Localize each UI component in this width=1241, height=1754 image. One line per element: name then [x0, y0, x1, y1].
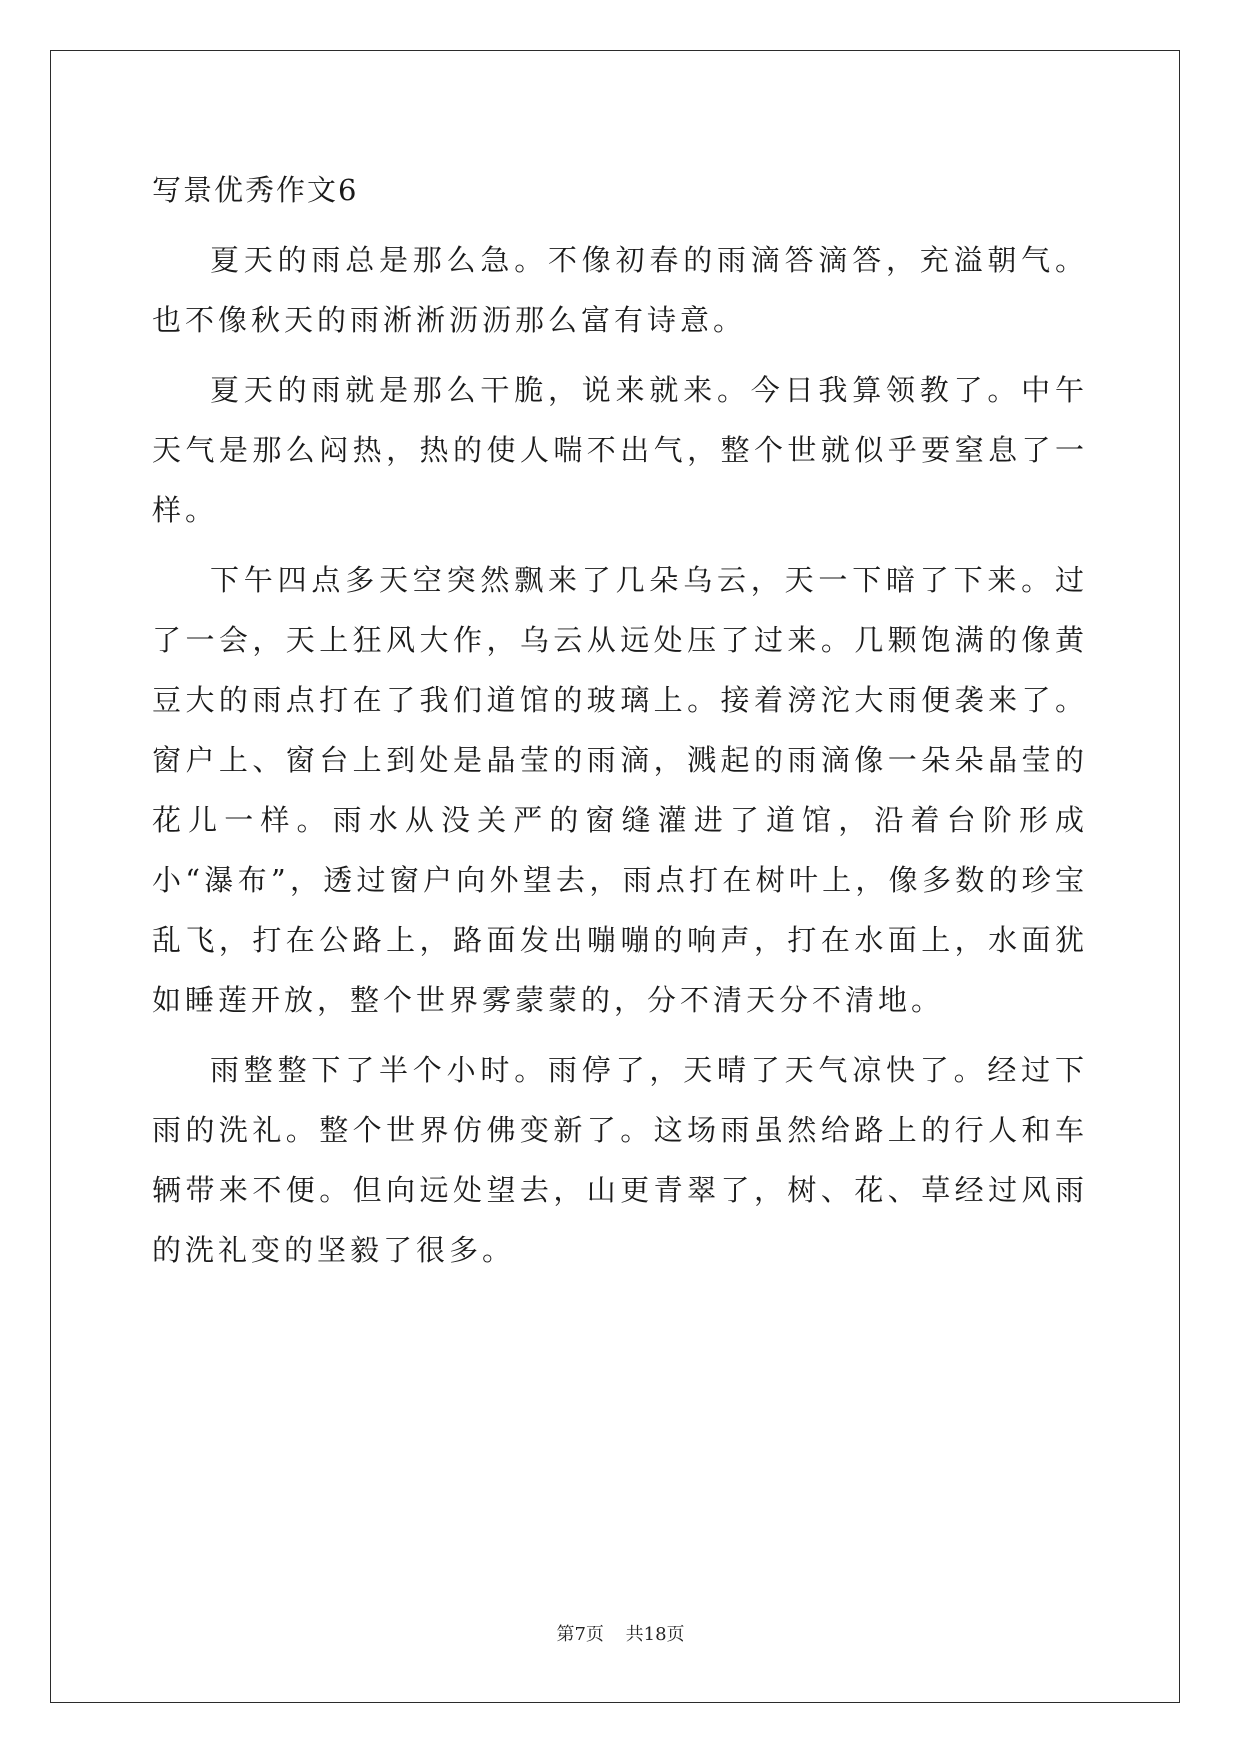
- document-body: [152, 160, 1088, 1290]
- page-total: 共18页: [625, 1624, 685, 1645]
- paragraph-4: 雨整整下了半个小时。雨停了，天晴了天气凉快了。经过下雨的洗礼。整个世界仿佛变新了。这场雨虽然给路上的行人和车辆带来不便。但向远处望去，山更青翠了，树、花、草经过风雨的洗礼变的坚毅了很多。: [152, 1053, 1088, 1267]
- document-title: 写景优秀作文6: [152, 173, 359, 207]
- paragraph-1: 夏天的雨总是那么急。不像初春的雨滴答滴答，充溢朝气。也不像秋天的雨淅淅沥沥那么富有诗意。: [152, 243, 1088, 337]
- paragraph-3: 下午四点多天空突然飘来了几朵乌云，天一下暗了下来。过了一会，天上狂风大作，乌云从远处压了过来。几颗饱满的像黄豆大的雨点打在了我们道馆的玻璃上。接着滂沱大雨便袭来了。窗户上、窗台上到处是晶莹的雨滴，溅起的雨滴像一朵朵晶莹的花儿一样。雨水从没关严的窗缝灌进了道馆，沿着台阶形成小“瀑布”，透过窗户向外望去，雨点打在树叶上，像多数的珍宝乱飞，打在公路上，路面发出嘣嘣的响声，打在水面上，水面犹如睡莲开放，整个世界雾蒙蒙的，分不清天分不清地。: [152, 563, 1088, 1017]
- page-footer: [0, 1620, 1241, 1646]
- paragraph-2: 夏天的雨就是那么干脆，说来就来。今日我算领教了。中午天气是那么闷热，热的使人喘不出气，整个世就似乎要窒息了一样。: [152, 373, 1088, 527]
- page-number: 第7页: [556, 1624, 604, 1645]
